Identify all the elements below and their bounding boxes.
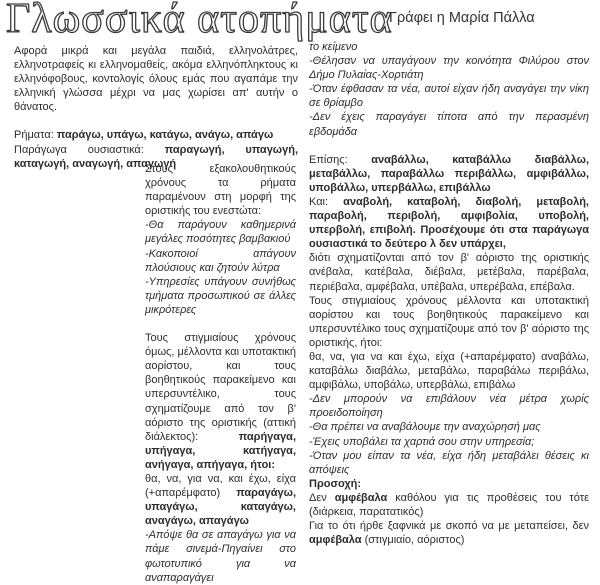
example-9: -Θα πρέπει να αναβάλουμε την αναχώρησή μας [309,421,541,434]
example-3: -Υπηρεσίες υπάγουν συνήθως τμήματα προσωπικού σε άλλες μικρότερες [145,275,296,316]
author-byline: Γράφει η Μαρία Πάλλα [389,10,535,26]
middle-intro: Στους εξακολουθητικούς χρόνους τα ρήματα παραμένουν στη μορφή της οριστικής του ενεστώτα: [145,163,296,218]
article-title: Γλωσσικά ατοπήματα [6,0,393,42]
verbs-list: παράγω, υπάγω, κατάγω, ανάγω, απάγω [56,129,274,142]
forms-list: θα, να, για να και έχω, είχα (+απαρέμφατο) αναβάλω, καταβάλω διαβάλω, μεταβάλω, παραβάλω περιβάλω, αμφιβάλω, υποβάλω, υπερβάλω, επιβάλω [309,350,589,392]
tenses-paragraph: Τους στιγμιαίους χρόνους όμως, μέλλοντα και υποτακτική αορίστου, και τους βοηθητικούς παρακείμενο και υπερσυντέλικο, τους σχηματίζουμε από τον β' αόριστο της οριστικής (αττική διάλεκτος): παρήγαγα, υπήγαγα, κατήγαγα, ανήγαγα, απήγαγα, ήτοι: [145,332,296,471]
example-11: -Όταν μου είπαν τα νέα, είχα ήδη μεταβάλει θέσεις κι απόψεις [309,449,589,476]
right-column [309,40,589,547]
and-paragraph: Και: αναβολή, καταβολή, διαβολή, μεταβολή, παραβολή, περιβολή, αμφιβολία, υποβολή, υπερβολή, επιβολή. Προσέχουμε ότι στα παράγωγα ουσιαστικά το δεύτερο λ δεν υπάρχει, [309,195,589,251]
continuation: το κείμενο [309,41,358,53]
note-label: Προσοχή: [309,477,362,490]
note-1: Δεν αμφέβαλα καθόλου για τις προθέσεις του τότε (διάρκεια, παρατατικός) [309,491,589,518]
example-10: -Έχεις υποβάλει τα χαρτιά σου στην υπηρεσία; [309,435,535,448]
middle-column [145,162,296,585]
example-4: -Απόψε θα σε απαγάγω για να πάμε σινεμά-Πηγαίνει στο φωτοτυπικό για να αναπαραγάγει [145,529,296,584]
reason-paragraph: διότι σχηματίζονται από τον β' αόριστο της οριστικής ανέβαλα, κατέβαλα, διέβαλα, μετέβαλα, παρέβαλα, περιέβαλα, αμφέβαλα, υπέβαλα, υπερέβαλα, επέβαλα. [309,252,589,293]
verbs-line [14,128,298,142]
note-2: Για το ότι ήρθε ξαφνικά με σκοπό να με μεταπείσει, δεν αμφέβαλα (στιγμιαίο, αόριστος) [309,520,589,547]
example-1: -Θα παράγουν καθημερινά μεγάλες ποσότητες βαμβακιού [145,219,296,246]
example-5: -Θέλησαν να υπαγάγουν την κοινότητα Φιλύρου στον Δήμο Πυλαίας-Χορτιάτη [309,55,589,82]
example-2: -Κακοποιοί απάγουν πλούσιους και ζητούν λύτρα [145,247,296,274]
example-6: -Όταν έφθασαν τα νέα, αυτοί είχαν ήδη αναγάγει την νίκη σε θρίαμβο [309,83,589,110]
also-paragraph: Επίσης: αναβάλλω, καταβάλλω διαβάλλω, μεταβάλλω, παραβάλλω περιβάλλω, αμφιβάλλω, υποβάλλω, υπερβάλλω, επιβάλλω [309,153,590,194]
nouns-label: Παράγωγα ουσιαστικά: [14,143,144,156]
nouns-list: παραγωγή, υπαγωγή, καταγωγή, αναγωγή, απαγωγή [14,143,298,170]
rule-paragraph: Τους στιγμιαίους χρόνους μέλλοντα και υποτακτική αορίστου και τους βοηθητικούς παρακείμενο και υπερσυντέλικο τους σχηματίζουμε από τον β' αόριστο της οριστικής, ήτοι: [309,294,589,349]
intro-paragraph: Αφορά μικρά και μεγάλα παιδιά, ελληνολάτρες, ελληνοτραφείς κι ελληνομαθείς, ακόμα ελληνόπληκτους κι ελληνόφοβους, κοντολογίς όλους εμάς που αγαπάμε την ελληνική γλώσσα μέχρι να μας χωρίσει απ' αυτήν ο θάνατος. [14,45,298,114]
example-8: -Δεν μπορούν να επιβάλουν νέα μέτρα χωρίς προειδοποίηση [309,393,589,420]
verbs-label: Ρήματα: [14,129,54,142]
intro-column [14,44,298,171]
forms-paragraph: θα, να, για να, και έχω, είχα (+απαρέμφατο) παραγάγω, υπαγάγω, καταγάγω, αναγάγω, απαγάγω [145,472,296,528]
example-7: -Δεν έχεις παραγάγει τίποτα από την περασμένη εβδομάδα [309,111,589,138]
